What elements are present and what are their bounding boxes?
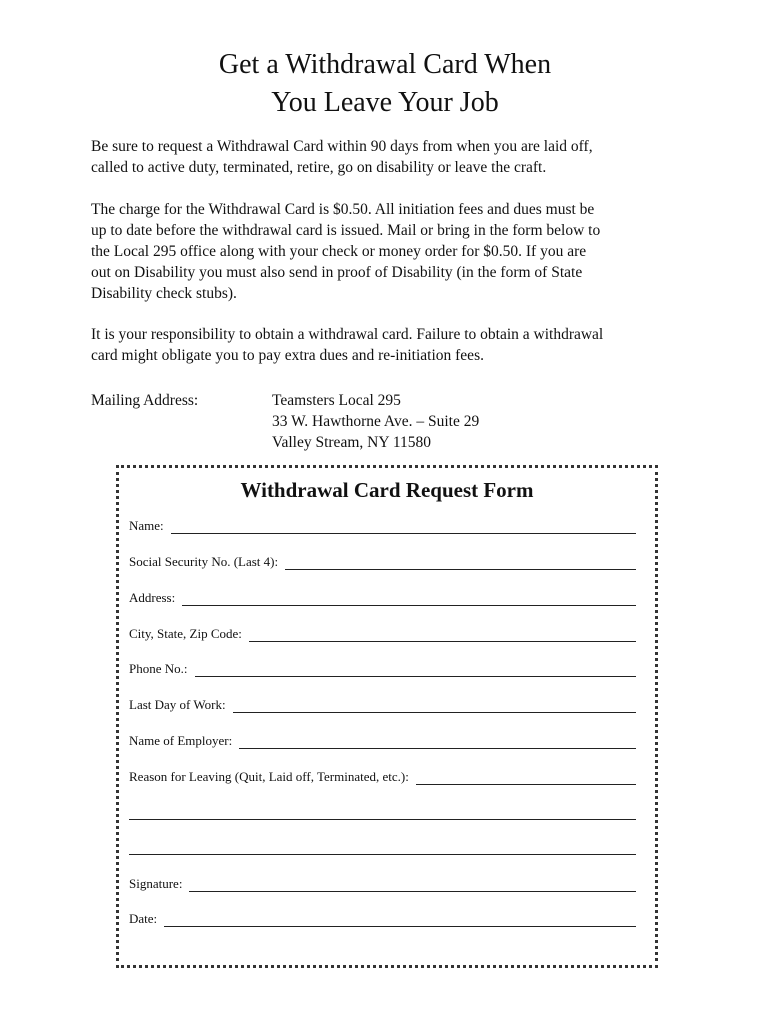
reason-continuation-line[interactable] xyxy=(129,854,636,855)
city-state-zip-field xyxy=(129,626,636,642)
address-input-line[interactable] xyxy=(182,592,636,606)
reason-input-line[interactable] xyxy=(416,771,636,785)
last-day-input-line[interactable] xyxy=(233,699,636,713)
phone-field xyxy=(129,661,636,677)
signature-label: Signature: xyxy=(129,876,183,891)
signature-input-line[interactable] xyxy=(189,878,636,892)
name-input-line[interactable] xyxy=(171,520,636,534)
last-day-field xyxy=(129,697,636,713)
page-title-line-1: Get a Withdrawal Card When xyxy=(218,49,552,80)
date-field xyxy=(129,911,636,927)
page-title xyxy=(0,46,770,122)
intro-paragraph-1 xyxy=(91,136,691,178)
phone-label: Phone No.: xyxy=(129,661,188,676)
employer-field xyxy=(129,733,636,749)
mailing-address-line: Teamsters Local 295 xyxy=(272,392,401,409)
intro-paragraph-3 xyxy=(91,324,691,366)
name-field xyxy=(129,518,636,534)
ssn-label: Social Security No. (Last 4): xyxy=(129,554,279,569)
form-title: Withdrawal Card Request Form xyxy=(240,478,534,502)
ssn-field xyxy=(129,554,636,570)
paragraph-line: Be sure to request a Withdrawal Card within 90 days from when you are laid off, xyxy=(91,138,593,155)
withdrawal-request-form xyxy=(116,465,658,968)
reason-continuation-line[interactable] xyxy=(129,819,636,820)
intro-paragraph-2 xyxy=(91,199,691,304)
last-day-label: Last Day of Work: xyxy=(129,697,226,712)
employer-input-line[interactable] xyxy=(239,735,636,749)
mailing-address-lines xyxy=(272,390,479,453)
signature-field xyxy=(129,876,636,892)
reason-label: Reason for Leaving (Quit, Laid off, Terminated, etc.): xyxy=(129,769,409,784)
paragraph-line: called to active duty, terminated, retire, go on disability or leave the craft. xyxy=(91,159,547,176)
mailing-address-line: Valley Stream, NY 11580 xyxy=(272,434,431,451)
paragraph-line: card might obligate you to pay extra dues and re-initiation fees. xyxy=(91,347,484,364)
mailing-address-label: Mailing Address: xyxy=(91,392,199,409)
paragraph-line: The charge for the Withdrawal Card is $0.50. All initiation fees and dues must be xyxy=(91,201,595,218)
ssn-input-line[interactable] xyxy=(285,556,636,570)
paragraph-line: the Local 295 office along with your check or money order for $0.50. If you are xyxy=(91,243,587,260)
paragraph-line: It is your responsibility to obtain a withdrawal card. Failure to obtain a withdrawal xyxy=(91,326,604,343)
paragraph-line: out on Disability you must also send in proof of Disability (in the form of State xyxy=(91,264,583,281)
name-label: Name: xyxy=(129,518,164,533)
city-state-zip-input-line[interactable] xyxy=(249,628,636,642)
address-field xyxy=(129,590,636,606)
employer-label: Name of Employer: xyxy=(129,733,233,748)
reason-field xyxy=(129,769,636,785)
city-state-zip-label: City, State, Zip Code: xyxy=(129,626,242,641)
mailing-address-line: 33 W. Hawthorne Ave. – Suite 29 xyxy=(272,413,480,430)
phone-input-line[interactable] xyxy=(195,663,637,677)
date-input-line[interactable] xyxy=(164,913,636,927)
paragraph-line: Disability check stubs). xyxy=(91,285,237,302)
address-label: Address: xyxy=(129,590,176,605)
paragraph-line: up to date before the withdrawal card is issued. Mail or bring in the form below to xyxy=(91,222,601,239)
date-label: Date: xyxy=(129,911,158,926)
page-title-line-2: You Leave Your Job xyxy=(271,87,499,118)
